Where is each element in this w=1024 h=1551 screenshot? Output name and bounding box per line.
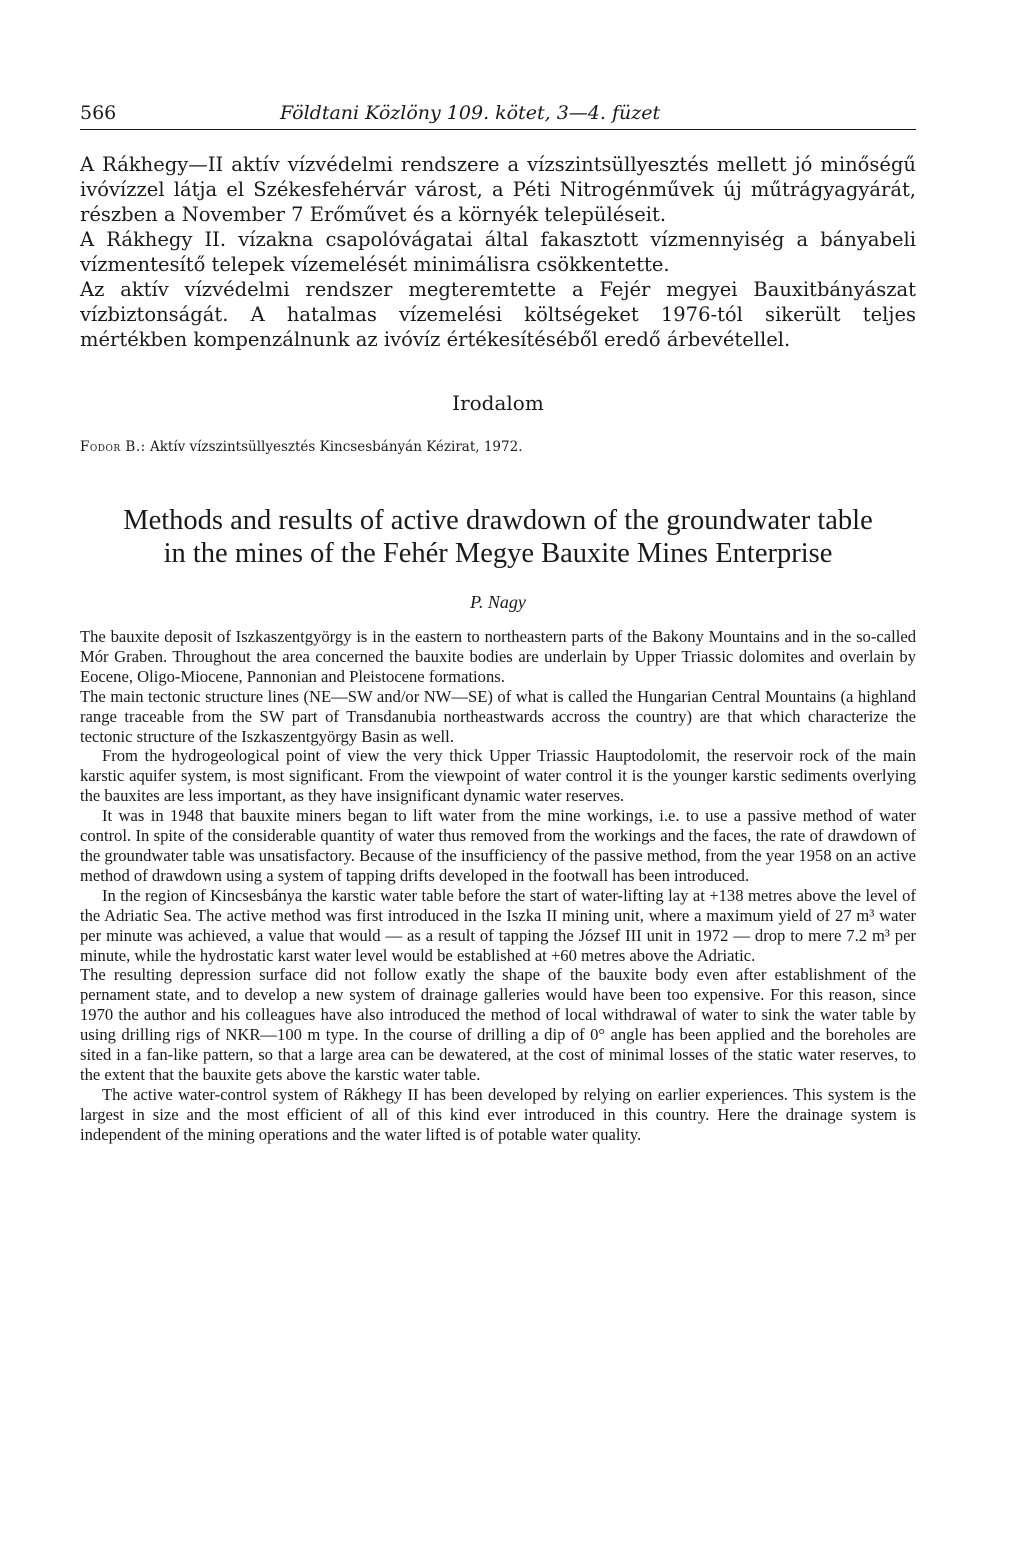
paragraph: It was in 1948 that bauxite miners began to lift water from the mine workings, i.e. to use a passive method of water control. In spite of the considerable quantity of water thus removed from the workings and the faces, the rate of drawdown of the groundwater table was unsatisfactory. Because of the insufficiency of the passive method, from the year 1958 on an active method of drawdown using a system of tapping drifts developed in the footwall has been introduced. xyxy=(80,806,916,885)
paragraph: From the hydrogeological point of view the very thick Upper Triassic Hauptodolomit, the reservoir rock of the main karstic aquifer system, is most significant. From the viewpoint of water control it is the younger karstic sediments overlying the bauxites are less important, as they have insignificant dynamic water reserves. xyxy=(80,746,916,806)
paragraph: A Rákhegy—II aktív vízvédelmi rendszere a vízszintsüllyesztés mellett jó minőségű ivóvízzel látja el Székesfehérvár várost, a Péti Nitrogénművek új műtrágyagyárát, részben a November 7 Erőművet és a környék településeit. xyxy=(80,153,916,226)
reference-text: Aktív vízszintsüllyesztés Kincsesbányán Kézirat, 1972. xyxy=(149,439,523,455)
reference-author: Fodor B.: xyxy=(80,439,146,455)
paragraph: A Rákhegy II. vízakna csapolóvágatai által fakasztott vízmennyiség a bányabeli vízmentesítő telepek vízemelését minimálisra csökkentette. xyxy=(80,228,916,276)
english-title xyxy=(80,504,916,570)
paragraph: The main tectonic structure lines (NE—SW and/or NW—SE) of what is called the Hungarian Central Mountains (a highland range traceable from the SW part of Transdanubia northeastwards accross the country) are that which characterize the tectonic structure of the Iszkaszentgyörgy Basin as well. xyxy=(80,686,916,746)
reference-entry xyxy=(80,438,916,456)
english-summary xyxy=(80,627,916,1145)
paragraph: The bauxite deposit of Iszkaszentgyörgy is in the eastern to northeastern parts of the Bakony Mountains and in the so-called Mór Graben. Throughout the area concerned the bauxite bodies are underlain by Upper Triassic dolomites and overlain by Eocene, Oligo-Miocene, Pannonian and Pleistocene formations. xyxy=(80,627,916,686)
author-name: P. Nagy xyxy=(470,592,526,612)
document-page xyxy=(80,102,916,1145)
hungarian-text xyxy=(80,152,916,352)
paragraph: The active water-control system of Rákhegy II has been developed by relying on earlier experiences. This system is the largest in size and the most efficient of all of this kind ever introduced in this country. Here the drainage system is independent of the mining operations and the water lifted is of potable water quality. xyxy=(80,1084,916,1144)
paragraph: Az aktív vízvédelmi rendszer megteremtette a Fejér megyei Bauxitbányászat vízbiztonságát. A hatalmas vízemelési költségeket 1976-tól sikerült teljes mértékben kompenzálnunk az ivóvíz értékesítéséből eredő árbevétellel. xyxy=(80,278,916,351)
journal-title: Földtani Közlöny 109. kötet, 3—4. füzet xyxy=(280,102,661,124)
page-number: 566 xyxy=(80,102,117,124)
title-line: in the mines of the Fehér Megye Bauxite Mines Enterprise xyxy=(163,538,833,569)
literature-heading: Irodalom xyxy=(452,391,544,415)
paragraph: In the region of Kincsesbánya the karstic water table before the start of water-lifting lay at +138 metres above the level of the Adriatic Sea. The active method was first introduced in the Iszka II mining unit, where a maximum yield of 27 m³ water per minute was achieved, a value that would — as a result of tapping the József III unit in 1972 — drop to mere 7.2 m³ per minute, while the hydrostatic karst water level would be established at +60 metres above the Adriatic. xyxy=(80,885,916,965)
paragraph: The resulting depression surface did not follow exatly the shape of the bauxite body even after establishment of the pernament state, and to develop a new system of drainage galleries would have been too expensive. For this reason, since 1970 the author and his colleagues have also introduced the method of local withdrawal of water to sink the water table by using drilling rigs of NKR—100 m type. In the course of drilling a dip of 0° angle has been applied and the boreholes are sited in a fan-like pattern, so that a large area can be dewatered, at the cost of minimal losses of the static water reserves, to the extent that the bauxite gets above the karstic water table. xyxy=(80,965,916,1084)
title-line: Methods and results of active drawdown of the groundwater table xyxy=(123,505,873,536)
running-header xyxy=(80,102,916,130)
